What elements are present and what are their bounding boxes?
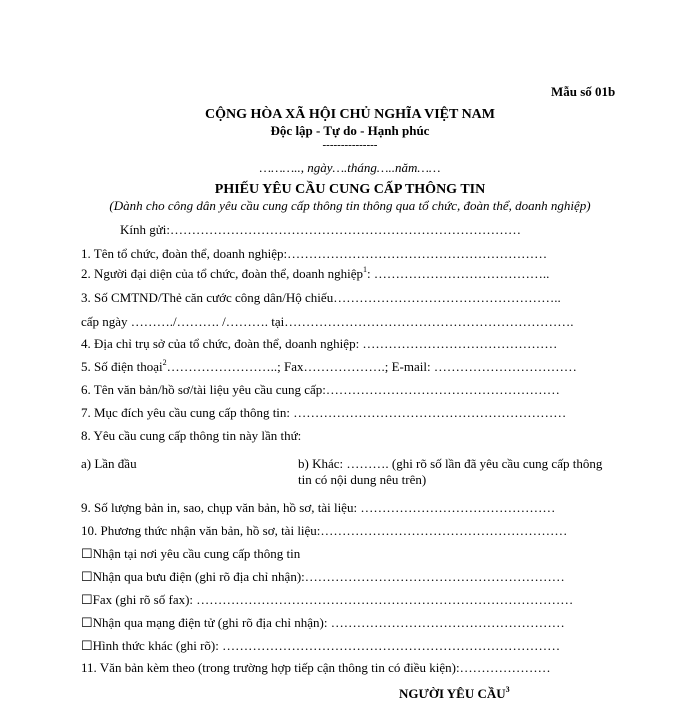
item-8-option-b: b) Khác: ………. (ghi rõ số lần đã yêu cầu cung cấp thông tin có nội dung nêu trên) [298,456,603,487]
item-5-fill: ……………………..; Fax……………….; E-mail: …………………………… [166,359,577,374]
item-2-label: 2. Người đại diện của tổ chức, đoàn thể, doanh nghiệp [81,266,363,281]
item-3-issue: cấp ngày ………./………. /………. tại…………………………………………………………. [81,314,574,329]
item-11: 11. Văn bản kèm theo (trong trường hợp tiếp cận thông tin có điều kiện):………………… [81,660,551,675]
option-other[interactable]: ☐Hình thức khác (ghi rõ): …………………………………………………………………… [81,638,561,653]
option-electronic[interactable]: ☐Nhận qua mạng điện tử (ghi rõ địa chỉ nhận): ……………………………………………… [81,615,565,630]
item-5 [81,359,577,375]
item-3: 3. Số CMTND/Thẻ căn cước công dân/Hộ chiếu…………………………………………….. [81,290,561,305]
footnote-3: 3 [505,684,510,694]
option-receive-in-person[interactable]: ☐Nhận tại nơi yêu cầu cung cấp thông tin [81,546,301,561]
form-title: PHIẾU YÊU CẦU CUNG CẤP THÔNG TIN [214,182,486,197]
item-6: 6. Tên văn bản/hồ sơ/tài liệu yêu cầu cung cấp:……………………………………………… [81,382,560,397]
country-header: CỘNG HÒA XÃ HỘI CHỦ NGHĨA VIỆT NAM [204,107,495,122]
item-2 [81,266,549,282]
date-line: ……….., ngày….tháng…..năm…… [259,160,441,175]
item-4: 4. Địa chỉ trụ sở của tổ chức, đoàn thể, doanh nghiệp: ……………………………………… [81,336,558,351]
item-8: 8. Yêu cầu cung cấp thông tin này lần thứ: [81,428,302,443]
item-8-option-a: a) Lần đầu [81,456,137,471]
item-2-fill: : ………………………………….. [366,266,550,281]
form-subtitle: (Dành cho công dân yêu cầu cung cấp thông tin thông qua tổ chức, đoàn thể, doanh nghiệp) [109,198,591,213]
kinh-gui-line: Kính gửi:……………………………………………………………………… [120,222,522,237]
separator: --------------- [322,139,378,151]
item-1: 1. Tên tổ chức, đoàn thể, doanh nghiệp:…………………………………………………… [81,246,548,261]
motto: Độc lập - Tự do - Hạnh phúc [270,123,430,138]
item-7: 7. Mục đích yêu cầu cung cấp thông tin: ……………………………………………………… [81,405,567,420]
footnote-1: 1 [362,264,367,274]
form-code: Mẫu số 01b [551,84,616,99]
item-5-label: 5. Số điện thoại [81,359,163,374]
item-9: 9. Số lượng bản in, sao, chụp văn bản, hồ sơ, tài liệu: ……………………………………… [81,500,556,515]
item-10: 10. Phương thức nhận văn bản, hồ sơ, tài liệu:………………………………………………… [81,523,568,538]
option-receive-by-post[interactable]: ☐Nhận qua bưu điện (ghi rõ địa chỉ nhận):…………………………………………………… [81,569,565,584]
footnote-2: 2 [162,357,167,367]
signature-text: NGƯỜI YÊU CẦU [399,686,506,701]
option-fax[interactable]: ☐Fax (ghi rõ số fax): …………………………………………………………………………… [81,592,574,607]
